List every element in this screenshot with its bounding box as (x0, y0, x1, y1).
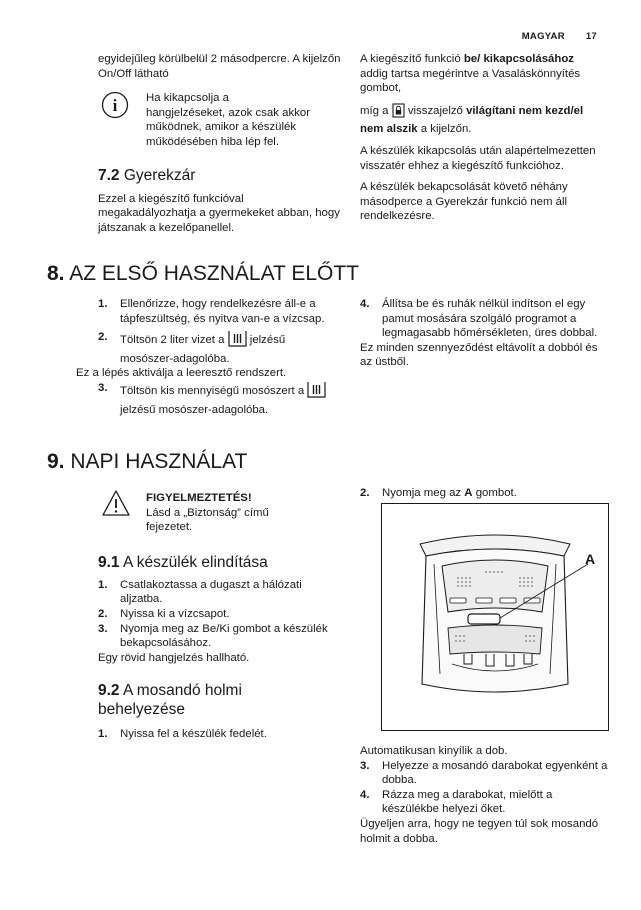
step-text-b: jelzésű mosószer-adagolóba. (120, 334, 286, 365)
section-7-2-heading (98, 166, 341, 185)
info-icon (101, 91, 129, 124)
intro-text: egyidejűleg körülbelül 2 másodpercre. A kijelzőn On/Off látható (98, 53, 341, 80)
section-9-heading (47, 450, 247, 474)
step-number: 4. (360, 788, 370, 801)
step-number: 2. (360, 487, 370, 499)
section-9-2-steps-c (360, 759, 610, 817)
p1-text-a: A kiegészítő funkció (360, 53, 464, 65)
section-8-steps-c (360, 297, 600, 341)
p1-text-c: addig tartsa megérintve a Vasaláskönnyítés gombot, (360, 67, 581, 95)
step-text: Állítsa be és ruhák nélkül indítson el egy pamut mosására szolgáló programot a legmagasabb hőmérsékleten, üres dobbal. (382, 298, 598, 340)
section-8-col1 (76, 297, 341, 417)
header-language: MAGYAR (521, 31, 565, 42)
section-9-2-steps-b (360, 486, 610, 501)
page-number: 17 (585, 31, 597, 42)
warning-icon (101, 489, 131, 522)
warning-text: Lásd a „Biztonság” című fejezetet. (146, 506, 269, 534)
list-item (98, 622, 341, 651)
list-item (98, 607, 341, 622)
section-9-title: NAPI HASZNÁLAT (70, 450, 248, 473)
step-number: 2. (98, 607, 108, 620)
col2-top (360, 52, 600, 231)
section-7-2-text: Ezzel a kiegészítő funkcióval megakadályozhatja a gyermekeket abban, hogy játszanak a kezelőpanellel. (98, 192, 340, 234)
step-number: 3. (98, 381, 108, 394)
step-number: 3. (98, 622, 108, 635)
after-figure-text: Automatikusan kinyílik a dob. (360, 745, 508, 757)
child-lock-icon (392, 103, 405, 123)
section-8-col2 (360, 297, 600, 370)
step-text-a: Nyomja meg az (382, 487, 465, 499)
list-item (98, 727, 341, 742)
step-text-b: jelzésű mosószer-adagolóba. (120, 403, 269, 416)
section-9-col2 (360, 486, 610, 501)
step-text-c: gombot. (472, 487, 517, 499)
detergent-compartment-icon (307, 381, 326, 403)
warning-title: FIGYELMEZTETÉS! (146, 492, 252, 504)
list-item (98, 297, 341, 326)
list-item (98, 330, 341, 366)
col2-paragraph-1 (360, 52, 600, 96)
list-item (98, 381, 341, 417)
section-8-steps-a (98, 297, 341, 366)
figure-label-a: A (585, 551, 596, 567)
svg-text:i: i (112, 96, 118, 116)
drum-figure (381, 503, 609, 731)
drum-button-a (468, 614, 500, 624)
section-8-title: AZ ELSŐ HASZNÁLAT ELŐTT (69, 262, 359, 285)
section-9-1-steps (98, 578, 341, 651)
step-text-a: Töltsön 2 liter vizet a (120, 334, 228, 347)
step-text: Rázza meg a darabokat, mielőtt a készülékbe helyezi őket. (382, 788, 553, 816)
p2-text-a: míg a (360, 104, 392, 117)
step-number: 3. (360, 759, 370, 772)
list-item (98, 578, 341, 607)
p2-text-d: a kijelzőn. (417, 123, 472, 136)
p1-text-bold: be/ kikapcsolásához (463, 53, 575, 65)
drum-illustration (382, 504, 608, 730)
section-9-1-title: A készülék elindítása (123, 553, 268, 571)
step-text: Nyissa fel a készülék fedelét. (120, 728, 267, 741)
section-8-number: 8. (47, 262, 65, 285)
step-number: 4. (360, 298, 370, 310)
info-note (98, 91, 341, 149)
section-9-col2-bottom (360, 744, 610, 846)
step-text: Helyezze a mosandó darabokat egyenként a dobba. (382, 759, 608, 787)
p2-text-b: visszajelző (404, 104, 467, 117)
section-9-1-number: 9.1 (98, 553, 120, 571)
list-item (360, 486, 610, 501)
section-9-2-heading (98, 681, 288, 719)
detergent-compartment-icon (228, 330, 247, 352)
p2-text-bold: világítani nem kezd/el nem alszik (360, 104, 584, 136)
section-9-2-number: 9.2 (98, 682, 120, 700)
step-number: 1. (98, 298, 108, 310)
step-text: Nyomja meg az Be/Ki gombot a készülék bekapcsolásához. (120, 622, 328, 650)
section-7-2-number: 7.2 (98, 166, 120, 184)
step4-follow: Ez minden szennyeződést eltávolít a dobból és az üstből. (360, 341, 598, 369)
warning-note (98, 491, 341, 535)
col1-top (98, 52, 341, 242)
step-text: Csatlakoztassa a dugaszt a hálózati aljzatba. (120, 578, 302, 606)
step2-follow: Ez a lépés aktiválja a leeresztő rendszert. (76, 367, 287, 380)
s92-follow: Ügyeljen arra, hogy ne tegyen túl sok mosandó holmit a dobba. (360, 817, 599, 845)
step-text-bold: A (464, 487, 473, 499)
step-text: Nyissa ki a vízcsapot. (120, 607, 230, 620)
section-9-2-title: A mosandó holmi behelyezése (98, 682, 242, 719)
info-note-text: Ha kikapcsolja a hangjelzéseket, azok csak akkor működnek, amikor a készülék működésében hiba lép fel. (146, 92, 310, 148)
section-9-number: 9. (47, 450, 65, 473)
section-8-steps-b (98, 381, 341, 417)
section-9-1-heading (98, 553, 341, 572)
page-header (522, 30, 597, 45)
step-text-a: Töltsön kis mennyiségű mosószert a (120, 384, 308, 397)
step-number: 2. (98, 331, 108, 344)
s91-follow: Egy rövid hangjelzés hallható. (98, 651, 250, 664)
list-item (360, 297, 600, 341)
section-9-col1 (98, 491, 341, 742)
step-number: 1. (98, 728, 108, 741)
section-8-heading (47, 262, 359, 286)
step-number: 1. (98, 578, 108, 591)
col2-paragraph-2 (360, 103, 600, 137)
step-text: Ellenőrizze, hogy rendelkezésre áll-e a tápfeszültség, és nyitva van-e a vízcsap. (120, 298, 325, 325)
section-9-2-steps-a (98, 727, 341, 742)
col2-paragraph-3: A készülék kikapcsolás után alapértelmezetten visszatér ehhez a kiegészítő funkcióhoz. (360, 144, 596, 172)
list-item (360, 788, 610, 817)
section-7-2-title: Gyerekzár (123, 166, 196, 184)
list-item (360, 759, 610, 788)
col2-paragraph-4: A készülék bekapcsolását követő néhány másodperce a Gyerekzár funkció nem áll rendelkezésre. (360, 181, 568, 223)
